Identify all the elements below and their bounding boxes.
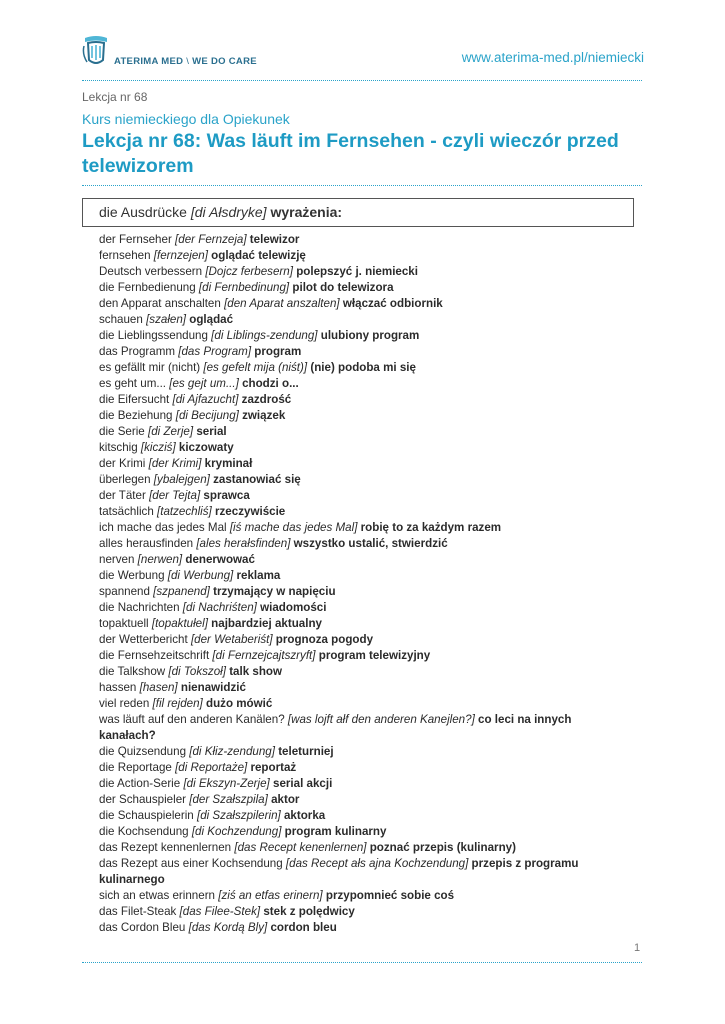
vocab-pronunciation: [ybalejgen] bbox=[153, 473, 210, 486]
vocab-item bbox=[99, 360, 619, 376]
vocab-german: der Schauspieler bbox=[99, 793, 190, 806]
vocab-pronunciation: [iś mache das jedes Mal] bbox=[229, 521, 358, 534]
vocab-item bbox=[99, 680, 619, 696]
vocab-item bbox=[99, 792, 619, 808]
vocab-german: die Werbung bbox=[99, 569, 168, 582]
vocab-german: die Fernsehzeitschrift bbox=[99, 649, 213, 662]
vocab-german: es gefällt mir (nicht) bbox=[99, 361, 204, 374]
vocab-pronunciation: [szałen] bbox=[146, 313, 187, 326]
section-heading bbox=[82, 198, 634, 227]
vocab-polish: pilot do telewizora bbox=[289, 281, 394, 294]
vocab-german: das Programm bbox=[99, 345, 179, 358]
vocab-pronunciation: [was lojft ałf den anderen Kanejlen?] bbox=[287, 713, 475, 726]
vocab-pronunciation: [das Filee-Stek] bbox=[179, 905, 261, 918]
vocab-pronunciation: [hasen] bbox=[139, 681, 178, 694]
page-title: Lekcja nr 68: Was läuft im Fernsehen - czyli wieczór przed telewizorem bbox=[82, 130, 619, 177]
vocab-pronunciation: [Dojcz ferbesern] bbox=[205, 265, 293, 278]
vocab-item bbox=[99, 312, 619, 328]
vocab-polish: (nie) podoba mi się bbox=[307, 361, 416, 374]
vocab-pronunciation: [szpanend] bbox=[153, 585, 210, 598]
vocab-item bbox=[99, 344, 619, 360]
vocab-pronunciation: [es gefelt mija (niśt)] bbox=[203, 361, 308, 374]
vocab-item bbox=[99, 600, 619, 616]
vocab-polish: rzeczywiście bbox=[211, 505, 286, 518]
vocab-polish: chodzi o... bbox=[238, 377, 299, 390]
vocab-item bbox=[99, 712, 619, 744]
vocab-item bbox=[99, 904, 619, 920]
vocab-german: die Reportage bbox=[99, 761, 176, 774]
brand-name: ATERIMA MED bbox=[114, 55, 184, 67]
vocab-item bbox=[99, 248, 619, 264]
vocab-german: was läuft auf den anderen Kanälen? bbox=[99, 713, 288, 726]
vocab-german: der Fernseher bbox=[99, 233, 176, 246]
vocab-polish: zastanowiać się bbox=[209, 473, 301, 486]
vocab-polish: wiadomości bbox=[256, 601, 327, 614]
header-divider bbox=[82, 80, 642, 81]
vocab-pronunciation: [di Nachriśten] bbox=[182, 601, 257, 614]
vocab-pronunciation: [di Ekszyn-Zerje] bbox=[183, 777, 270, 790]
vocab-pronunciation: [fil rejden] bbox=[152, 697, 203, 710]
section-heading-pron: [di Ałsdryke] bbox=[190, 204, 267, 220]
vocab-pronunciation: [der Szałszpila] bbox=[189, 793, 268, 806]
vocab-pronunciation: [das Kordą Bly] bbox=[188, 921, 268, 934]
vocab-item bbox=[99, 808, 619, 824]
vocab-item bbox=[99, 456, 619, 472]
brand-text bbox=[114, 56, 257, 67]
vocab-german: das Rezept aus einer Kochsendung bbox=[99, 857, 286, 870]
vocab-polish: kiczowaty bbox=[175, 441, 234, 454]
vocab-item bbox=[99, 264, 619, 280]
vocab-german: nerven bbox=[99, 553, 138, 566]
vocab-german: der Täter bbox=[99, 489, 150, 502]
vocab-polish: aktor bbox=[267, 793, 300, 806]
vocab-item bbox=[99, 472, 619, 488]
vocab-polish: trzymający w napięciu bbox=[209, 585, 336, 598]
vocab-item bbox=[99, 232, 619, 248]
vocab-pronunciation: [di Fernbedinung] bbox=[198, 281, 290, 294]
vocab-item bbox=[99, 776, 619, 792]
vocab-item bbox=[99, 648, 619, 664]
vocab-german: die Quizsendung bbox=[99, 745, 190, 758]
lesson-number: Lekcja nr 68 bbox=[82, 90, 148, 104]
vocab-item bbox=[99, 280, 619, 296]
vocab-pronunciation: [di Becijung] bbox=[175, 409, 239, 422]
vocab-item bbox=[99, 552, 619, 568]
brand-tagline: WE DO CARE bbox=[192, 55, 257, 67]
vocab-german: die Fernbedienung bbox=[99, 281, 199, 294]
vocab-item bbox=[99, 376, 619, 392]
vocab-pronunciation: [di Ajfazucht] bbox=[172, 393, 239, 406]
vocab-pronunciation: [der Tejta] bbox=[149, 489, 201, 502]
vocab-pronunciation: [topaktułel] bbox=[151, 617, 208, 630]
vocab-german: das Filet-Steak bbox=[99, 905, 180, 918]
vocab-pronunciation: [es gejt um...] bbox=[169, 377, 239, 390]
vocab-german: tatsächlich bbox=[99, 505, 157, 518]
vocab-pronunciation: [das Recept ałs ajna Kochzendung] bbox=[285, 857, 469, 870]
site-url-link[interactable]: www.aterima-med.pl/niemiecki bbox=[461, 50, 644, 65]
vocab-german: fernsehen bbox=[99, 249, 154, 262]
vocab-german: kitschig bbox=[99, 441, 141, 454]
vocab-german: ich mache das jedes Mal bbox=[99, 521, 230, 534]
vocab-polish: robię to za każdym razem bbox=[357, 521, 502, 534]
vocab-polish: prognoza pogody bbox=[272, 633, 374, 646]
vocab-german: die Schauspielerin bbox=[99, 809, 197, 822]
vocab-polish: denerwować bbox=[182, 553, 255, 566]
vocab-item bbox=[99, 408, 619, 424]
vocab-polish: reportaż bbox=[247, 761, 297, 774]
vocab-polish: przypomnieć sobie coś bbox=[322, 889, 455, 902]
vocab-polish: zazdrość bbox=[238, 393, 292, 406]
vocab-german: die Kochsendung bbox=[99, 825, 192, 838]
vocab-polish: talk show bbox=[225, 665, 283, 678]
vocab-polish: oglądać bbox=[186, 313, 234, 326]
vocab-pronunciation: [di Kłiz-zendung] bbox=[189, 745, 275, 758]
vocab-item bbox=[99, 424, 619, 440]
vocab-german: die Serie bbox=[99, 425, 148, 438]
vocab-item bbox=[99, 520, 619, 536]
vocab-item bbox=[99, 744, 619, 760]
vocab-polish: serial bbox=[193, 425, 227, 438]
vocab-german: Deutsch verbessern bbox=[99, 265, 206, 278]
vocab-item bbox=[99, 632, 619, 648]
brand-logo[interactable] bbox=[82, 32, 257, 72]
vocab-pronunciation: [di Liblings-zendung] bbox=[211, 329, 318, 342]
vocab-german: viel reden bbox=[99, 697, 153, 710]
vocab-polish: wszystko ustalić, stwierdzić bbox=[290, 537, 448, 550]
vocab-polish: sprawca bbox=[200, 489, 250, 502]
vocab-german: den Apparat anschalten bbox=[99, 297, 225, 310]
vocab-pronunciation: [der Wetaberiśt] bbox=[190, 633, 273, 646]
vocab-item bbox=[99, 760, 619, 776]
vocab-pronunciation: [den Aparat anszalten] bbox=[224, 297, 340, 310]
vocab-polish: polepszyć j. niemiecki bbox=[292, 265, 418, 278]
vocab-item bbox=[99, 392, 619, 408]
vocab-polish: serial akcji bbox=[269, 777, 333, 790]
vocab-pronunciation: [nerwen] bbox=[137, 553, 183, 566]
vocab-pronunciation: [ziś an etfas erinern] bbox=[218, 889, 323, 902]
vocab-german: überlegen bbox=[99, 473, 154, 486]
vocab-german: die Action-Serie bbox=[99, 777, 184, 790]
vocab-pronunciation: [das Recept kenenlernen] bbox=[234, 841, 367, 854]
vocab-german: die Eifersucht bbox=[99, 393, 173, 406]
vocab-polish: nienawidzić bbox=[177, 681, 246, 694]
vocab-item bbox=[99, 440, 619, 456]
vocab-german: das Cordon Bleu bbox=[99, 921, 189, 934]
vocab-german: alles herausfinden bbox=[99, 537, 197, 550]
vocab-item bbox=[99, 664, 619, 680]
vocab-pronunciation: [di Kochzendung] bbox=[191, 825, 282, 838]
vocab-polish: telewizor bbox=[246, 233, 300, 246]
vocab-german: die Talkshow bbox=[99, 665, 169, 678]
vocab-item bbox=[99, 584, 619, 600]
vocab-german: sich an etwas erinnern bbox=[99, 889, 219, 902]
vocab-german: die Nachrichten bbox=[99, 601, 183, 614]
vocab-polish: oglądać telewizję bbox=[207, 249, 306, 262]
vocab-polish: program bbox=[251, 345, 302, 358]
vocab-polish: program kulinarny bbox=[281, 825, 387, 838]
vocab-item bbox=[99, 696, 619, 712]
page-number: 1 bbox=[634, 942, 641, 954]
vocab-pronunciation: [fernzejen] bbox=[153, 249, 208, 262]
vocab-item bbox=[99, 840, 619, 856]
vocab-polish: aktorka bbox=[280, 809, 326, 822]
vocab-german: der Wetterbericht bbox=[99, 633, 191, 646]
vocab-german: es geht um... bbox=[99, 377, 170, 390]
section-heading-de: die Ausdrücke bbox=[99, 204, 191, 220]
brand-separator: \ bbox=[186, 55, 190, 67]
vocab-pronunciation: [di Zerje] bbox=[147, 425, 194, 438]
page-header bbox=[82, 30, 644, 78]
vocab-item bbox=[99, 296, 619, 312]
vocab-german: schauen bbox=[99, 313, 147, 326]
vocab-german: das Rezept kennenlernen bbox=[99, 841, 235, 854]
vocab-pronunciation: [di Fernzejcajtszryft] bbox=[212, 649, 316, 662]
vocab-pronunciation: [di Werbung] bbox=[167, 569, 234, 582]
vocab-pronunciation: [der Krimi] bbox=[148, 457, 202, 470]
vocabulary-list bbox=[99, 232, 619, 936]
vocab-pronunciation: [ales herałsfinden] bbox=[196, 537, 291, 550]
vocab-polish: teleturniej bbox=[274, 745, 334, 758]
course-name: Kurs niemieckiego dla Opiekunek bbox=[82, 111, 290, 127]
vocab-pronunciation: [tatzechliś] bbox=[157, 505, 212, 518]
vocab-german: hassen bbox=[99, 681, 140, 694]
vocab-pronunciation: [der Fernzeja] bbox=[175, 233, 247, 246]
vocab-pronunciation: [di Reportaże] bbox=[175, 761, 248, 774]
vocab-polish: reklama bbox=[233, 569, 281, 582]
vocab-polish: dużo mówić bbox=[202, 697, 273, 710]
vocab-german: der Krimi bbox=[99, 457, 149, 470]
vocab-german: spannend bbox=[99, 585, 154, 598]
vocab-polish: stek z polędwicy bbox=[260, 905, 355, 918]
footer-divider bbox=[82, 962, 642, 963]
vocab-polish: najbardziej aktualny bbox=[207, 617, 322, 630]
vocab-pronunciation: [di Tokszoł] bbox=[168, 665, 226, 678]
vocab-item bbox=[99, 888, 619, 904]
vocab-item bbox=[99, 920, 619, 936]
vocab-german: topaktuell bbox=[99, 617, 152, 630]
vocab-pronunciation: [kicziś] bbox=[140, 441, 176, 454]
vocab-item bbox=[99, 328, 619, 344]
section-heading-pl: wyrażenia: bbox=[266, 204, 343, 220]
vocab-polish: ulubiony program bbox=[317, 329, 420, 342]
vocab-polish: kryminał bbox=[201, 457, 253, 470]
vocab-pronunciation: [das Program] bbox=[178, 345, 252, 358]
vocab-polish: przepis z programu kulinarnego bbox=[99, 857, 579, 886]
vocab-item bbox=[99, 616, 619, 632]
vocab-polish: co leci na innych kanałach? bbox=[99, 713, 572, 742]
vocab-polish: związek bbox=[238, 409, 286, 422]
vocab-polish: poznać przepis (kulinarny) bbox=[366, 841, 516, 854]
vocab-item bbox=[99, 504, 619, 520]
vocab-polish: cordon bleu bbox=[267, 921, 337, 934]
vocab-item bbox=[99, 536, 619, 552]
vocab-item bbox=[99, 488, 619, 504]
aterima-logo-icon bbox=[82, 34, 110, 70]
vocab-german: die Beziehung bbox=[99, 409, 176, 422]
title-divider bbox=[82, 185, 642, 186]
vocab-german: die Lieblingssendung bbox=[99, 329, 212, 342]
vocab-item bbox=[99, 568, 619, 584]
vocab-item bbox=[99, 856, 619, 888]
vocab-polish: włączać odbiornik bbox=[339, 297, 443, 310]
vocab-pronunciation: [di Szałszpilerin] bbox=[196, 809, 281, 822]
vocab-item bbox=[99, 824, 619, 840]
vocab-polish: program telewizyjny bbox=[315, 649, 431, 662]
